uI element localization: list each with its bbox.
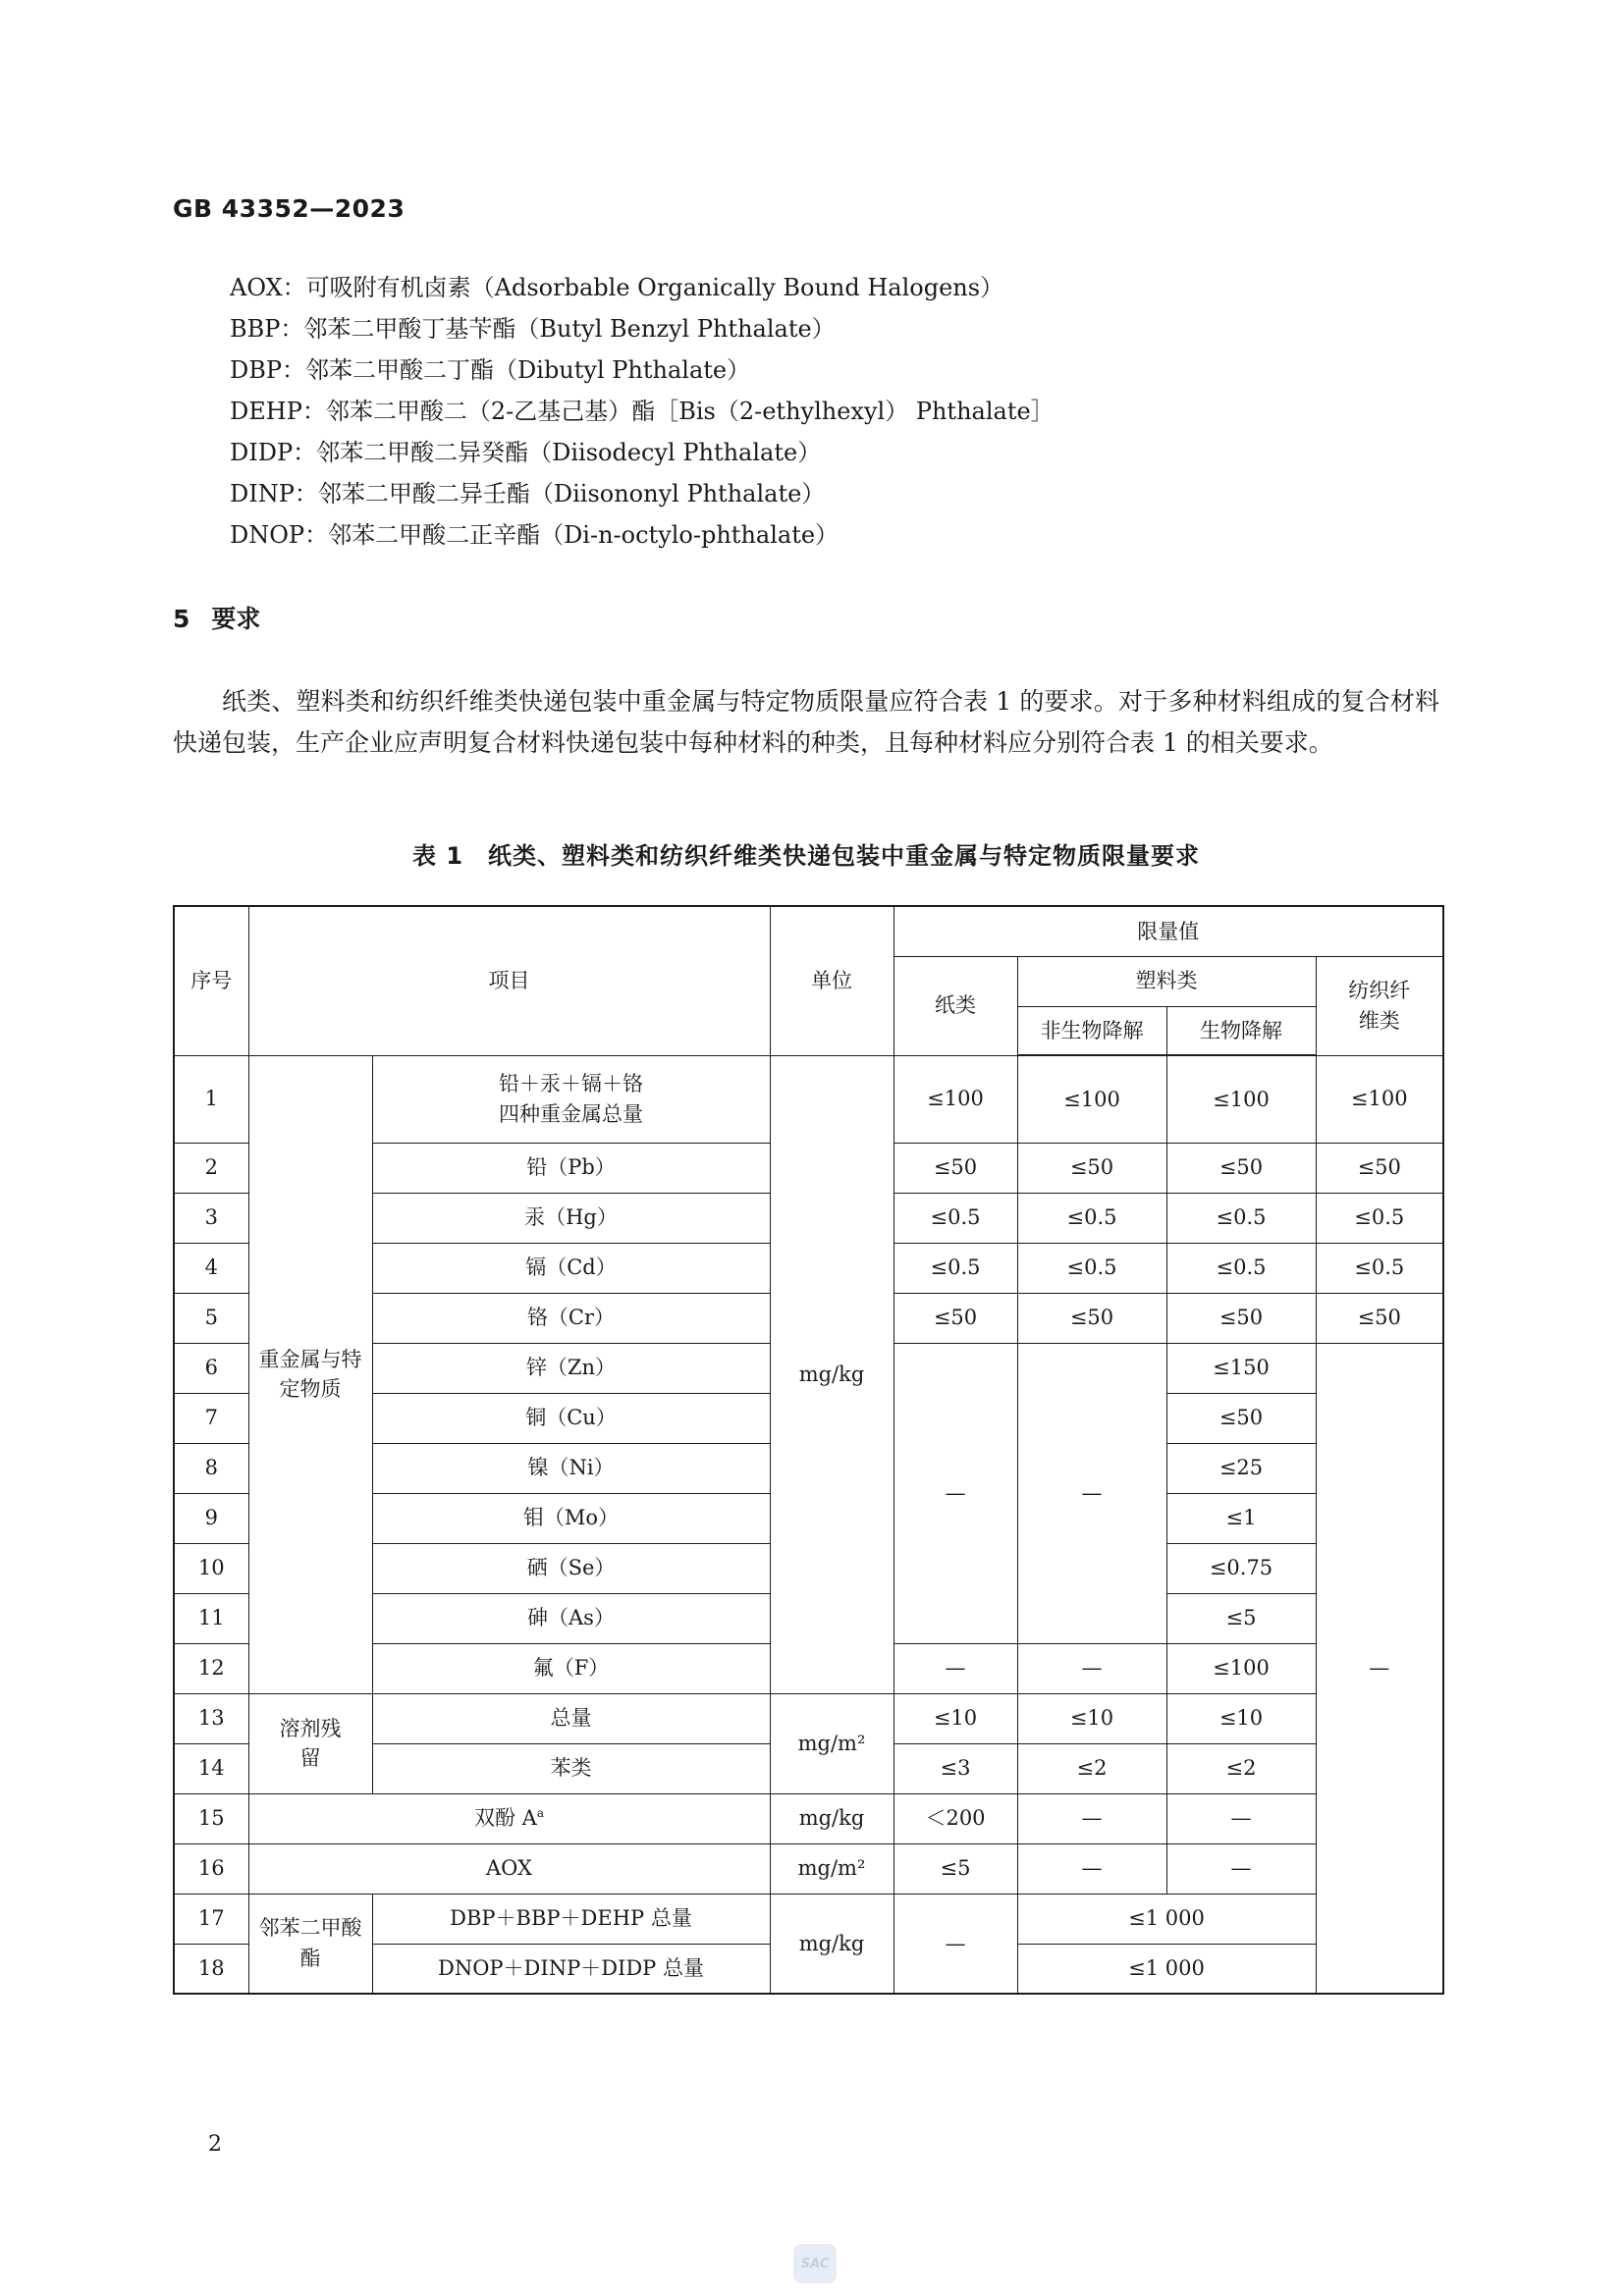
paper-value: ≤50 — [893, 1143, 1017, 1193]
paper-dash: — — [893, 1894, 1017, 1994]
plastic-value: ≤1 000 — [1017, 1944, 1316, 1994]
unit-cell: mg/m² — [770, 1693, 893, 1793]
non-bio-value: — — [1017, 1643, 1166, 1693]
non-bio-value: ≤0.5 — [1017, 1193, 1166, 1243]
unit-cell: mg/kg — [770, 1894, 893, 1994]
row-number: 12 — [174, 1643, 248, 1693]
row-number: 1 — [174, 1055, 248, 1143]
header-limit: 限量值 — [893, 906, 1443, 956]
unit-cell: mg/kg — [770, 1793, 893, 1843]
section-number: 5 — [173, 605, 190, 633]
item-cell: 铅＋汞＋镉＋铬 四种重金属总量 — [372, 1055, 770, 1143]
item-cell: 镍（Ni） — [372, 1443, 770, 1493]
row-number: 6 — [174, 1343, 248, 1393]
row-number: 4 — [174, 1243, 248, 1293]
unit-cell: mg/kg — [770, 1055, 893, 1693]
group-solvent: 溶剂残留 — [248, 1693, 372, 1793]
row-number: 15 — [174, 1793, 248, 1843]
item-cell: 苯类 — [372, 1743, 770, 1793]
bio-value: ≤100 — [1166, 1643, 1316, 1693]
section-title: 要求 — [211, 605, 261, 633]
item-cell: 铬（Cr） — [372, 1293, 770, 1343]
row-number: 16 — [174, 1843, 248, 1894]
row-number: 13 — [174, 1693, 248, 1743]
row-number: 9 — [174, 1493, 248, 1543]
abbreviation-item: DINP：邻苯二甲酸二异壬酯（Diisononyl Phthalate） — [230, 480, 826, 507]
requirement-paragraph: 纸类、塑料类和纺织纤维类快递包装中重金属与特定物质限量应符合表 1 的要求。对于多种材料组成的复合材料快递包装，生产企业应声明复合材料快递包装中每种材料的种类，且每种材料应分别符合表 1 的相关要求。 — [173, 687, 1439, 757]
paper-value: ≤0.5 — [893, 1243, 1017, 1293]
paper-value: ≤50 — [893, 1293, 1017, 1343]
item-cell: 锌（Zn） — [372, 1343, 770, 1393]
non-bio-value: ≤10 — [1017, 1693, 1166, 1743]
bio-value: ≤0.5 — [1166, 1193, 1316, 1243]
bio-value: ≤50 — [1166, 1143, 1316, 1193]
footnote-marker: a — [536, 1806, 544, 1821]
abbreviation-item: AOX：可吸附有机卤素（Adsorbable Organically Bound Halogens） — [230, 274, 1004, 301]
paper-value: ＜200 — [893, 1793, 1017, 1843]
header-non-bio: 非生物降解 — [1017, 1006, 1166, 1055]
bio-value: — — [1166, 1793, 1316, 1843]
bio-value: ≤50 — [1166, 1293, 1316, 1343]
row-number: 8 — [174, 1443, 248, 1493]
item-cell: 汞（Hg） — [372, 1193, 770, 1243]
item-cell: 总量 — [372, 1693, 770, 1743]
row-number: 7 — [174, 1393, 248, 1443]
item-cell: 铜（Cu） — [372, 1393, 770, 1443]
abbreviation-item: DBP：邻苯二甲酸二丁酯（Dibutyl Phthalate） — [230, 356, 751, 384]
non-bio-value: ≤50 — [1017, 1293, 1166, 1343]
bio-value: ≤1 — [1166, 1493, 1316, 1543]
header-seq: 序号 — [174, 906, 248, 1055]
bio-value: ≤150 — [1166, 1343, 1316, 1393]
non-bio-value: ≤0.5 — [1017, 1243, 1166, 1293]
row-number: 3 — [174, 1193, 248, 1243]
page-number: 2 — [208, 2132, 222, 2157]
header-textile: 纺织纤维类 — [1316, 956, 1443, 1055]
row-number: 14 — [174, 1743, 248, 1793]
plastic-value: ≤1 000 — [1017, 1894, 1316, 1944]
abbreviation-item: DEHP：邻苯二甲酸二（2-乙基己基）酯［Bis（2-ethylhexyl） Phthalate］ — [230, 398, 1055, 425]
non-bio-value: ≤2 — [1017, 1743, 1166, 1793]
paper-value: ≤100 — [893, 1055, 1017, 1143]
logo-text: SAC — [800, 2256, 830, 2271]
item-cell: 铅（Pb） — [372, 1143, 770, 1193]
row-number: 10 — [174, 1543, 248, 1593]
bio-value: ≤0.75 — [1166, 1543, 1316, 1593]
row-number: 18 — [174, 1944, 248, 1994]
unit-cell: mg/m² — [770, 1843, 893, 1894]
bio-value: ≤2 — [1166, 1743, 1316, 1793]
sac-logo-icon — [793, 2244, 837, 2283]
item-cell: AOX — [248, 1843, 770, 1894]
header-plastic: 塑料类 — [1017, 956, 1316, 1006]
item-cell: 砷（As） — [372, 1593, 770, 1643]
non-bio-value: — — [1017, 1793, 1166, 1843]
textile-value: ≤0.5 — [1316, 1193, 1443, 1243]
bio-value: ≤100 — [1166, 1055, 1316, 1143]
header-item: 项目 — [248, 906, 770, 1055]
non-bio-dash: — — [1017, 1343, 1166, 1643]
textile-value: ≤0.5 — [1316, 1243, 1443, 1293]
non-bio-value: ≤100 — [1017, 1055, 1166, 1143]
non-bio-value: ≤50 — [1017, 1143, 1166, 1193]
table-caption: 表 1 纸类、塑料类和纺织纤维类快递包装中重金属与特定物质限量要求 — [411, 842, 1201, 870]
textile-value: ≤100 — [1316, 1055, 1443, 1143]
row-number: 2 — [174, 1143, 248, 1193]
section-heading — [173, 600, 260, 635]
textile-value: ≤50 — [1316, 1143, 1443, 1193]
abbreviation-item: DNOP：邻苯二甲酸二正辛酯（Di-n-octylo-phthalate） — [230, 521, 839, 549]
bio-value: ≤5 — [1166, 1593, 1316, 1643]
bio-value: ≤10 — [1166, 1693, 1316, 1743]
paper-value: ≤10 — [893, 1693, 1017, 1743]
group-phthalate: 邻苯二甲酸酯 — [248, 1894, 372, 1994]
header-unit: 单位 — [770, 906, 893, 1055]
paper-value: ≤3 — [893, 1743, 1017, 1793]
item-cell: 氟（F） — [372, 1643, 770, 1693]
abbreviation-item: BBP：邻苯二甲酸丁基苄酯（Butyl Benzyl Phthalate） — [230, 315, 836, 343]
item-cell: 硒（Se） — [372, 1543, 770, 1593]
paper-dash: — — [893, 1343, 1017, 1643]
row-number: 5 — [174, 1293, 248, 1343]
abbreviation-list — [230, 267, 1055, 556]
paper-value: ≤0.5 — [893, 1193, 1017, 1243]
non-bio-value: — — [1017, 1843, 1166, 1894]
row-number: 17 — [174, 1894, 248, 1944]
item-text: 双酚 A — [474, 1806, 537, 1831]
paper-value: — — [893, 1643, 1017, 1693]
bio-value: ≤0.5 — [1166, 1243, 1316, 1293]
item-cell — [248, 1793, 770, 1843]
item-cell: DNOP＋DINP＋DIDP 总量 — [372, 1944, 770, 1994]
item-cell: DBP＋BBP＋DEHP 总量 — [372, 1894, 770, 1944]
bio-value: ≤50 — [1166, 1393, 1316, 1443]
bio-value: ≤25 — [1166, 1443, 1316, 1493]
item-cell: 镉（Cd） — [372, 1243, 770, 1293]
row-number: 11 — [174, 1593, 248, 1643]
item-cell: 钼（Mo） — [372, 1493, 770, 1543]
group-heavy-metal: 重金属与特定物质 — [248, 1055, 372, 1693]
header-bio: 生物降解 — [1166, 1006, 1316, 1055]
header-paper: 纸类 — [893, 956, 1017, 1055]
textile-value: ≤50 — [1316, 1293, 1443, 1343]
paper-value: ≤5 — [893, 1843, 1017, 1894]
abbreviation-item: DIDP：邻苯二甲酸二异癸酯（Diisodecyl Phthalate） — [230, 439, 822, 466]
standard-code: GB 43352—2023 — [173, 194, 406, 223]
limits-table — [173, 905, 1444, 1995]
bio-value: — — [1166, 1843, 1316, 1894]
textile-dash: — — [1316, 1343, 1443, 1994]
